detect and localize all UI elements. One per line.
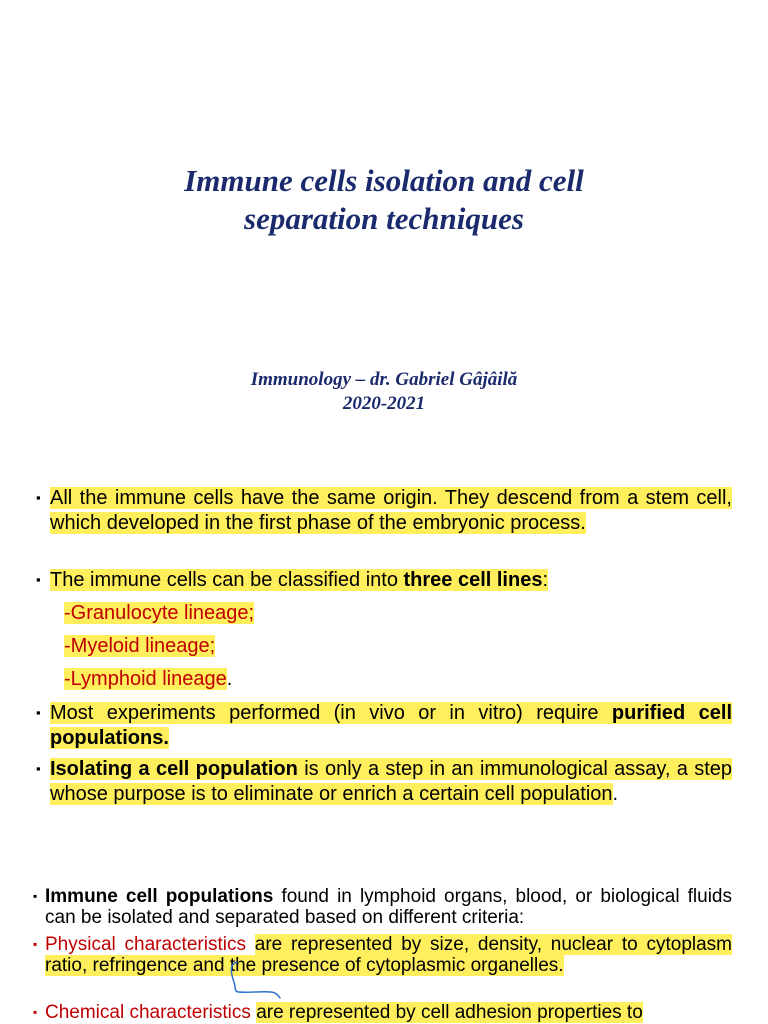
bullet-icon: ▪ <box>33 1005 38 1019</box>
isolating-text: is only a step in an immunological assay, a step whose purpose is to eliminate or enrich a certain cell population <box>50 758 733 805</box>
same-origin-text: All the immune cells have the same origin. They descend from a stem cell, which developed in the first phase of the embryonic process. <box>50 487 732 534</box>
immune-populations-text: found in lymphoid organs, blood, or biological fluids can be isolated and separated based on different criteria: <box>45 886 732 928</box>
bullet-icon: ▪ <box>36 572 41 587</box>
lineage-myeloid <box>64 634 215 658</box>
cell-lines-text: The immune cells can be classified into <box>50 569 404 591</box>
bullet-same-origin <box>36 486 732 535</box>
cell-lines-colon: : <box>542 569 549 591</box>
bullet-icon: ▪ <box>36 490 41 505</box>
lineage-granulocyte <box>64 601 254 625</box>
bullet-icon: ▪ <box>36 761 41 776</box>
bullet-icon: ▪ <box>33 937 38 951</box>
content-slide-origin <box>0 460 768 860</box>
bullet-immune-populations <box>33 886 732 928</box>
lineage-lymphoid-period: . <box>226 668 233 690</box>
bullet-physical-characteristics <box>33 934 733 976</box>
chemical-label: Chemical characteristics <box>45 1002 251 1023</box>
bullet-cell-lines <box>36 568 732 593</box>
cell-lines-bold: three cell lines <box>403 569 543 591</box>
pen-annotation-mark <box>225 958 285 1000</box>
content-slide-criteria <box>0 860 768 1024</box>
bullet-chemical-characteristics <box>33 1002 732 1023</box>
physical-text: are represented by size, density, nuclear to cytoplasm ratio, refringence and the presence of cytoplasmic organelles. <box>45 934 733 976</box>
bullet-purified-populations <box>36 701 732 750</box>
isolating-period: . <box>612 782 619 805</box>
title-slide <box>0 0 768 460</box>
bullet-icon: ▪ <box>36 705 41 720</box>
bullet-icon: ▪ <box>33 889 38 903</box>
bullet-isolating-population <box>36 757 733 806</box>
lineage-lymphoid-text: -Lymphoid lineage <box>64 668 227 690</box>
chemical-text: are represented by cell adhesion properties to <box>256 1002 643 1023</box>
title-line-1: Immune cells isolation and cell <box>184 163 584 198</box>
isolating-bold: Isolating a cell population <box>50 758 298 780</box>
lineage-granulocyte-text: -Granulocyte lineage; <box>64 602 255 624</box>
slide-subtitle <box>40 368 728 416</box>
course-author: Immunology – dr. Gabriel Gâjâilă <box>250 369 518 390</box>
slide-title <box>40 162 728 238</box>
immune-populations-bold: Immune cell populations <box>45 886 274 907</box>
lineage-lymphoid <box>64 667 232 691</box>
title-line-2: separation techniques <box>244 201 524 236</box>
purified-text: Most experiments performed (in vivo or in vitro) require <box>50 702 612 724</box>
physical-label: Physical characteristics <box>45 934 246 955</box>
purified-bold: purified cell populations. <box>50 702 732 749</box>
academic-year: 2020-2021 <box>342 393 426 414</box>
lineage-myeloid-text: -Myeloid lineage; <box>64 635 216 657</box>
